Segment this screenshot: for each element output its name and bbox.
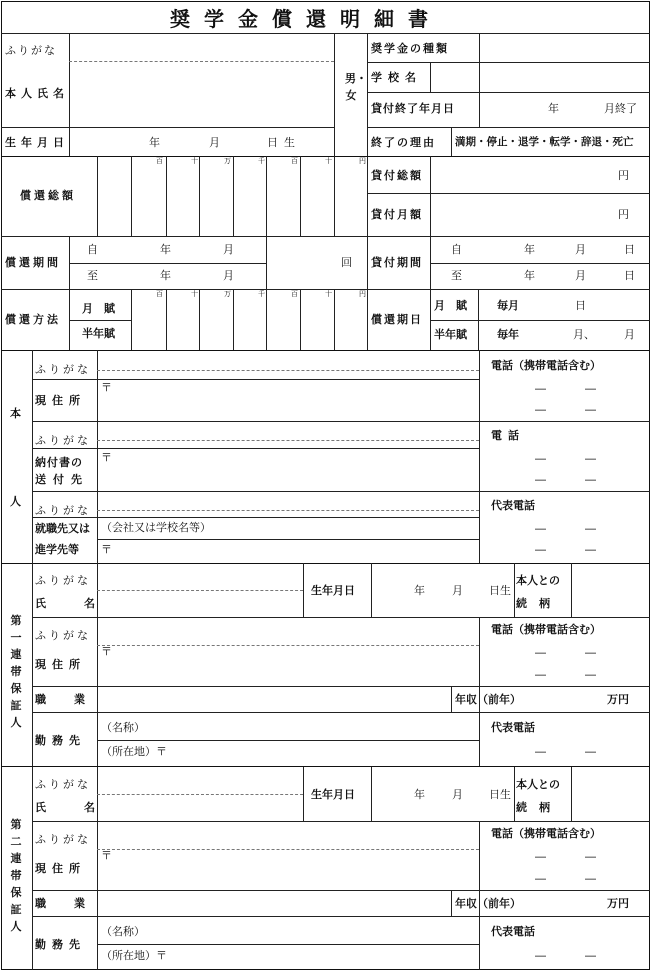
- guarantor1-phone-dash-2: ―: [585, 646, 596, 659]
- v-rule: [334, 289, 335, 350]
- rep-phone-dash-2: ―: [585, 522, 596, 535]
- loan-monthly-yen: 円: [618, 208, 629, 221]
- v-rule: [451, 686, 452, 712]
- guarantor2-phone-mobile: 電話（携帯電話含む）: [491, 827, 601, 840]
- loan-total-yen: 円: [618, 169, 629, 182]
- job-postal: 〒: [101, 543, 112, 556]
- dotted-rule: [97, 590, 303, 591]
- v-rule: [479, 617, 480, 766]
- guarantor2-phone-dash-3: ―: [535, 872, 546, 885]
- end-reason-label: 終了の理由: [371, 136, 436, 149]
- form-title: 奨学金償還明細書: [170, 7, 442, 31]
- date-monthly-label: 月 賦: [434, 299, 467, 312]
- self-phone-dash-4: ―: [585, 403, 596, 416]
- h-rule: [32, 821, 650, 822]
- guarantor1-phone-dash-5: ―: [535, 745, 546, 758]
- guarantor2-label: 第二連帯保証人: [10, 818, 22, 934]
- guarantor1-income: 年収（前年）: [455, 693, 521, 706]
- repay-from: 自: [87, 243, 98, 256]
- guarantor2-rep-phone: 代表電話: [491, 925, 535, 938]
- v-rule: [303, 767, 304, 821]
- v-rule: [266, 289, 267, 350]
- h-rule: [32, 686, 650, 687]
- loan-to-day: 日: [624, 269, 635, 282]
- loan-from-year: 年: [524, 243, 535, 256]
- guarantor1-day: 日生: [489, 584, 511, 597]
- v-rule: [451, 890, 452, 916]
- self-label-1: 本: [10, 407, 21, 420]
- every-year-month1: 月、: [573, 328, 595, 341]
- dotted-rule: [97, 645, 479, 646]
- v-rule: [571, 563, 572, 617]
- scholarship-type-label: 奨学金の種類: [371, 42, 449, 55]
- school-label: 学校名: [371, 71, 422, 84]
- dotted-rule: [97, 794, 303, 795]
- self-furigana-3: ふりがな: [35, 504, 91, 517]
- h-rule: [97, 944, 479, 945]
- guarantor2-phone-dash-1: ―: [535, 850, 546, 863]
- self-phone-mobile: 電話（携帯電話含む）: [491, 359, 601, 372]
- guarantor2-birth: 生年月日: [311, 788, 355, 801]
- h-rule: [367, 62, 650, 63]
- h-rule: [32, 421, 650, 422]
- v-rule: [266, 236, 267, 289]
- guarantor2-postal: 〒: [101, 849, 112, 862]
- company-note: （会社又は学校名等）: [101, 521, 211, 534]
- guarantor1-furigana: ふりがな: [35, 574, 91, 587]
- guarantor1-phone-mobile: 電話（携帯電話含む）: [491, 623, 601, 636]
- send-phone-dash-4: ―: [585, 473, 596, 486]
- repay-method-unit-0: 百: [156, 290, 163, 298]
- v-rule: [131, 156, 132, 236]
- birth-month: 月: [209, 136, 220, 149]
- v-rule: [571, 767, 572, 821]
- guarantor2-month: 月: [452, 788, 463, 801]
- repay-period-label: 償還期間: [5, 256, 61, 269]
- send-to-postal: 〒: [101, 451, 112, 464]
- v-rule: [199, 156, 200, 236]
- v-rule: [430, 62, 431, 92]
- rep-phone-dash-1: ―: [535, 522, 546, 535]
- furigana-label: ふりがな: [5, 44, 57, 57]
- dotted-rule: [97, 849, 479, 850]
- every-month-day: 日: [575, 299, 586, 312]
- v-rule: [451, 127, 452, 156]
- v-rule: [479, 350, 480, 563]
- dotted-rule: [97, 370, 479, 371]
- self-furigana-1: ふりがな: [35, 363, 91, 376]
- loan-to-year: 年: [524, 269, 535, 282]
- repay-method-unit-4: 百: [291, 290, 298, 298]
- h-rule: [430, 263, 650, 264]
- guarantor2-income: 年収（前年）: [455, 897, 521, 910]
- guarantor2-phone-dash-2: ―: [585, 850, 596, 863]
- loan-monthly-label: 貸付月額: [371, 208, 423, 221]
- repay-total-unit-3: 千: [258, 157, 265, 165]
- h-rule: [367, 193, 650, 194]
- every-year-month2: 月: [624, 328, 635, 341]
- h-rule: [69, 320, 131, 321]
- self-phone-dash-1: ―: [535, 382, 546, 395]
- loan-from-day: 日: [624, 243, 635, 256]
- job-place-label-1: 就職先又は: [35, 522, 90, 535]
- guarantor1-work-name: （名称）: [101, 721, 145, 734]
- repay-total-unit-0: 百: [156, 157, 163, 165]
- guarantor1-relation_2: 続柄: [516, 597, 562, 610]
- self-phone-dash-2: ―: [585, 382, 596, 395]
- v-rule: [334, 156, 335, 236]
- v-rule: [233, 289, 234, 350]
- guarantor2-work-addr: （所在地）〒: [101, 949, 167, 962]
- repay-method-unit-1: 十: [191, 290, 198, 298]
- h-rule: [69, 263, 266, 264]
- every-year: 毎年: [497, 328, 519, 341]
- guarantor1-phone-dash-6: ―: [585, 745, 596, 758]
- guarantor2-work: 勤務先: [35, 938, 86, 951]
- v-rule: [300, 289, 301, 350]
- guarantor1-month: 月: [452, 584, 463, 597]
- h-rule: [32, 890, 650, 891]
- method-semiannual: 半年賦: [82, 327, 115, 340]
- v-rule: [371, 563, 372, 617]
- h-rule: [1, 236, 650, 237]
- send-phone-dash-2: ―: [585, 452, 596, 465]
- self-phone-dash-3: ―: [535, 403, 546, 416]
- v-rule: [131, 289, 132, 350]
- self-address-postal: 〒: [101, 381, 112, 394]
- guarantor2-furigana-2: ふりがな: [35, 833, 91, 846]
- v-rule: [97, 563, 98, 766]
- guarantor1-address: 現住所: [35, 658, 86, 671]
- loan-end-month: 月終了: [604, 102, 637, 115]
- guarantor1-relation_1: 本人との: [516, 574, 560, 587]
- send-to-phone: 電話: [491, 429, 525, 442]
- v-rule: [367, 33, 368, 350]
- send-to-label-2: 送付先: [35, 473, 89, 486]
- h-rule: [32, 448, 479, 449]
- h-rule: [32, 491, 650, 492]
- self-rep-phone: 代表電話: [491, 499, 535, 512]
- guarantor2-furigana: ふりがな: [35, 778, 91, 791]
- v-rule: [69, 33, 70, 156]
- rep-phone-dash-4: ―: [585, 543, 596, 556]
- method-monthly: 月 賦: [82, 302, 115, 315]
- loan-end-year: 年: [548, 102, 559, 115]
- guarantor1-work: 勤務先: [35, 734, 86, 747]
- gender-label: 男・女: [345, 72, 367, 103]
- self-address-label: 現住所: [35, 394, 86, 407]
- guarantor1-phone-dash-1: ―: [535, 646, 546, 659]
- v-rule: [334, 33, 335, 156]
- guarantor1-label: 第一連帯保証人: [10, 614, 22, 730]
- guarantor2-relation_1: 本人との: [516, 778, 560, 791]
- job-place-label-2: 進学先等: [35, 543, 79, 556]
- guarantor1-man-yen: 万円: [607, 693, 629, 706]
- repay-from-year: 年: [160, 243, 171, 256]
- h-rule: [1, 33, 650, 34]
- v-rule: [649, 1, 650, 970]
- dotted-rule: [69, 61, 334, 62]
- repay-method-unit-6: 円: [359, 290, 366, 298]
- repay-total-unit-2: 万: [224, 157, 231, 165]
- guarantor2-name: 氏名: [35, 801, 133, 814]
- loan-from: 自: [451, 243, 462, 256]
- v-rule: [69, 236, 70, 350]
- v-rule: [300, 156, 301, 236]
- dotted-rule: [97, 510, 479, 511]
- guarantor1-year: 年: [414, 584, 425, 597]
- v-rule: [97, 767, 98, 970]
- guarantor1-phone-dash-4: ―: [585, 668, 596, 681]
- v-rule: [32, 563, 33, 766]
- h-rule: [32, 916, 650, 917]
- v-rule: [166, 156, 167, 236]
- repay-method-unit-5: 十: [325, 290, 332, 298]
- h-rule: [32, 617, 650, 618]
- repay-method-unit-3: 千: [258, 290, 265, 298]
- v-rule: [32, 350, 33, 563]
- repay-to-month: 月: [223, 269, 234, 282]
- guarantor2-relation_2: 続柄: [516, 801, 562, 814]
- rep-phone-dash-3: ―: [535, 543, 546, 556]
- repay-date-label: 償還期日: [371, 313, 423, 326]
- guarantor1-job: 職業: [35, 693, 113, 706]
- guarantor2-job: 職業: [35, 897, 113, 910]
- repay-to-year: 年: [160, 269, 171, 282]
- loan-to-month: 月: [575, 269, 586, 282]
- end-reason-options: 満期・停止・退学・転学・辞退・死亡: [455, 136, 634, 148]
- guarantor1-name: 氏名: [35, 597, 133, 610]
- birth-day: 日生: [267, 136, 301, 149]
- guarantor1-phone-dash-3: ―: [535, 668, 546, 681]
- guarantor2-phone-dash-4: ―: [585, 872, 596, 885]
- h-rule: [1, 1, 650, 2]
- h-rule: [32, 517, 479, 518]
- send-to-label: 納付書の: [35, 456, 83, 469]
- h-rule: [1, 127, 334, 128]
- h-rule: [32, 712, 650, 713]
- h-rule: [430, 320, 650, 321]
- loan-total-label: 貸付総額: [371, 169, 423, 182]
- self-label-2: 人: [10, 495, 21, 508]
- v-rule: [266, 156, 267, 236]
- v-rule: [479, 33, 480, 127]
- repay-times-unit: 回: [341, 256, 352, 269]
- h-rule: [97, 740, 479, 741]
- send-phone-dash-1: ―: [535, 452, 546, 465]
- repay-to: 至: [87, 269, 98, 282]
- loan-end-label: 貸付終了年月日: [371, 102, 455, 115]
- birth-year: 年: [149, 136, 160, 149]
- repay-total-label: 償還総額: [20, 189, 76, 202]
- self-furigana-2: ふりがな: [35, 434, 91, 447]
- repay-total-unit-1: 十: [191, 157, 198, 165]
- h-rule: [32, 379, 479, 380]
- v-rule: [97, 156, 98, 236]
- v-rule: [97, 350, 98, 563]
- repay-from-month: 月: [223, 243, 234, 256]
- h-rule: [367, 92, 650, 93]
- h-rule: [367, 127, 650, 128]
- birth-label: 生年月日: [5, 136, 69, 149]
- guarantor2-day: 日生: [489, 788, 511, 801]
- guarantor1-furigana-2: ふりがな: [35, 629, 91, 642]
- dotted-rule: [97, 440, 479, 441]
- guarantor2-work-name: （名称）: [101, 925, 145, 938]
- loan-to: 至: [451, 269, 462, 282]
- loan-from-month: 月: [575, 243, 586, 256]
- v-rule: [303, 563, 304, 617]
- guarantor2-phone-dash-5: ―: [535, 949, 546, 962]
- every-month: 毎月: [497, 299, 519, 312]
- guarantor1-work-addr: （所在地）〒: [101, 745, 167, 758]
- v-rule: [479, 821, 480, 970]
- send-phone-dash-3: ―: [535, 473, 546, 486]
- guarantor1-postal: 〒: [101, 645, 112, 658]
- guarantor2-man-yen: 万円: [607, 897, 629, 910]
- v-rule: [1, 1, 2, 970]
- date-semi-label: 半年賦: [434, 328, 467, 341]
- repay-method-label: 償還方法: [5, 313, 61, 326]
- v-rule: [371, 767, 372, 821]
- guarantor1-birth: 生年月日: [311, 584, 355, 597]
- loan-period-label: 貸付期間: [371, 256, 423, 269]
- guarantor2-year: 年: [414, 788, 425, 801]
- guarantor2-phone-dash-6: ―: [585, 949, 596, 962]
- h-rule: [97, 539, 479, 540]
- v-rule: [32, 767, 33, 970]
- repay-total-unit-4: 百: [291, 157, 298, 165]
- guarantor2-address: 現住所: [35, 862, 86, 875]
- v-rule: [199, 289, 200, 350]
- guarantor1-rep-phone: 代表電話: [491, 721, 535, 734]
- v-rule: [233, 156, 234, 236]
- name-label: 本人氏名: [5, 87, 69, 100]
- repay-total-unit-6: 円: [359, 157, 366, 165]
- repay-method-unit-2: 万: [224, 290, 231, 298]
- repay-total-unit-5: 十: [325, 157, 332, 165]
- v-rule: [166, 289, 167, 350]
